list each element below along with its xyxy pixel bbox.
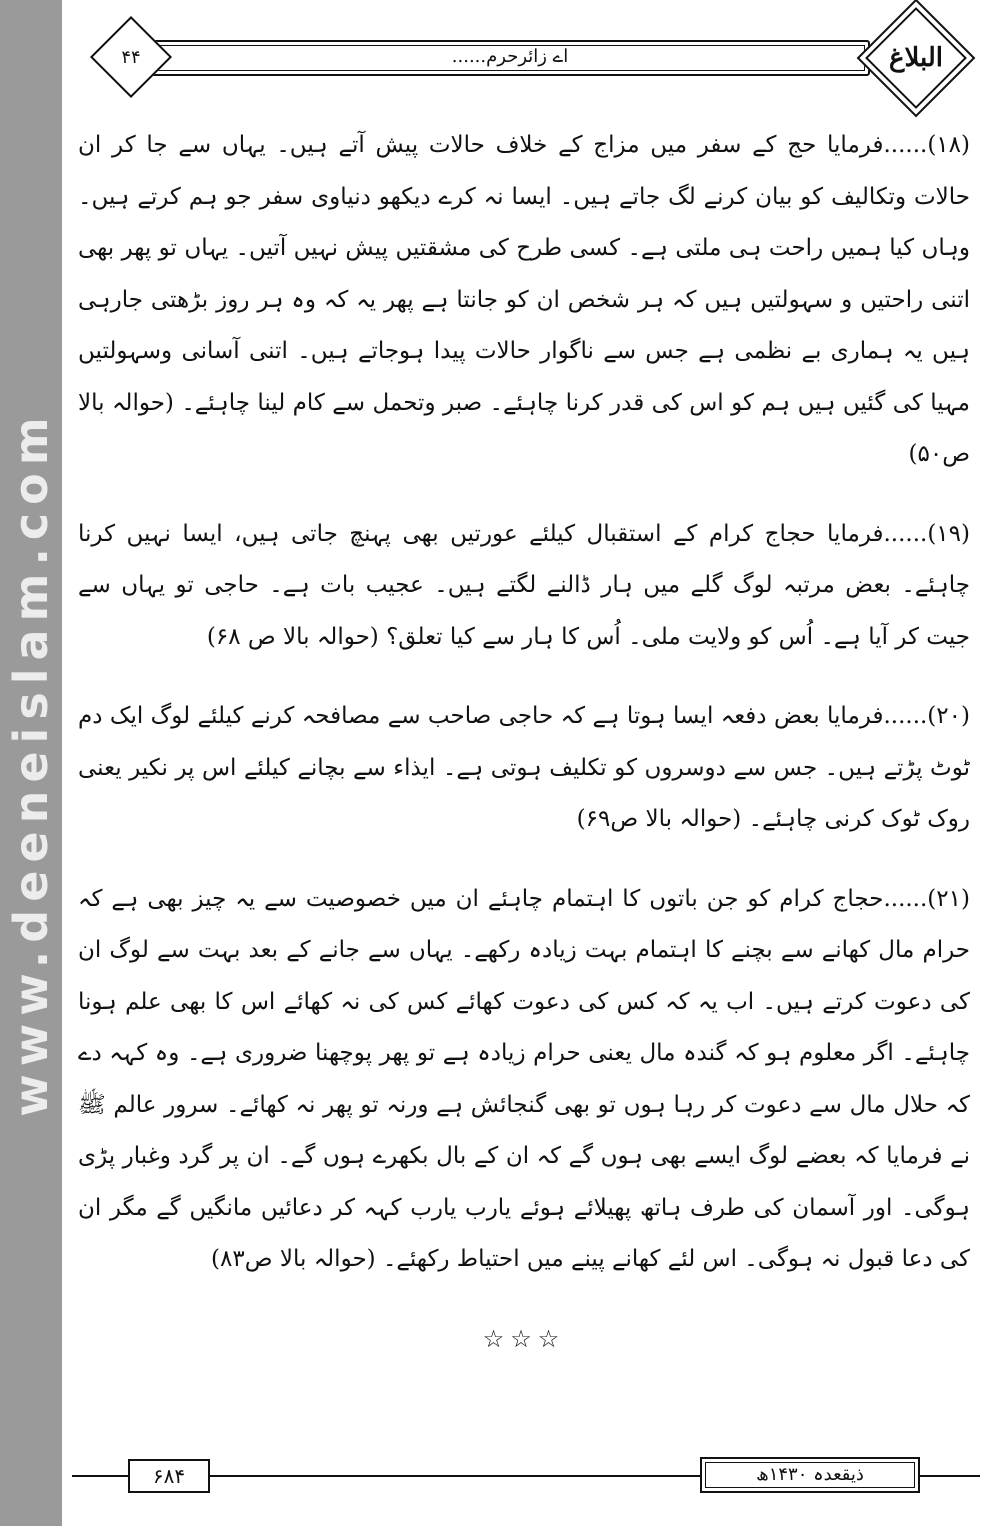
- magazine-logo-text: البلاغ: [888, 43, 944, 73]
- issue-number-badge: [90, 16, 172, 98]
- section-separator-stars: ☆☆☆: [482, 1324, 566, 1353]
- running-title: اے زائرحرم......: [451, 46, 569, 67]
- page-footer: [62, 1452, 990, 1502]
- magazine-logo: [857, 0, 976, 117]
- paragraph-text: (۱۸)......فرمایا حج کے سفر میں مزاج کے خلاف حالات پیش آتے ہیں۔ یہاں سے جا کر ان حالات وتکالیف کو بیان کرنے لگ جاتے ہیں۔ ایسا نہ کرے دیکھو دنیاوی سفر جو ہم کرتے ہیں۔ وہاں کیا ہمیں راحت ہی ملتی ہے۔ کسی طرح کی مشقتیں پیش نہیں آتیں۔ یہاں تو پھر بھی اتنی راحتیں و سہولتیں ہیں کہ ہر شخص ان کو جانتا ہے پھر یہ کہ وہ ہر روز بڑھتی جارہی ہیں یہ ہماری بے نظمی ہے جس سے ناگوار حالات پیدا ہوجاتے ہیں۔ اتنی آسانی وسہولتیں مہیا کی گئیں ہیں ہم کو اس کی قدر کرنا چاہئے۔ صبر وتحمل سے کام لینا چاہئے۔ (حوالہ بالا ص۵۰): [78, 132, 970, 467]
- paragraph-18: [78, 120, 970, 481]
- issue-date: ذیقعدہ ۱۴۳۰ھ: [700, 1457, 920, 1493]
- paragraph-19: [78, 509, 970, 664]
- article-body: [78, 120, 970, 1365]
- issue-number: ۴۴: [121, 46, 141, 68]
- header-title-bar: [150, 40, 870, 76]
- paragraph-text: (۲۰)......فرمایا بعض دفعہ ایسا ہوتا ہے کہ حاجی صاحب سے مصافحہ کرنے کیلئے لوگ ایک دم ٹوٹ پڑتے ہیں۔ جس سے دوسروں کو تکلیف ہوتی ہے۔ ایذاء سے بچانے کیلئے اس پر نکیر یعنی روک ٹوک کرنی چاہئے۔ (حوالہ بالا ص۶۹): [78, 703, 970, 832]
- paragraph-text: (۱۹)......فرمایا حجاج کرام کے استقبال کیلئے عورتیں بھی پہنچ جاتی ہیں، ایسا نہیں کرنا چاہئے۔ بعض مرتبہ لوگ گلے میں ہار ڈالنے لگتے ہیں۔ عجیب بات ہے۔ حاجی تو یہاں سے جیت کر آیا ہے۔ اُس کو ولایت ملی۔ اُس کا ہار سے کیا تعلق؟ (حوالہ بالا ص ۶۸): [78, 520, 970, 650]
- sidebar-watermark-strip: [0, 0, 62, 1526]
- page-number: ۶۸۴: [128, 1459, 210, 1493]
- page-header: [80, 10, 980, 102]
- website-watermark: www.deeneislam.com: [4, 409, 58, 1117]
- paragraph-20: [78, 691, 970, 846]
- page: [62, 0, 990, 1526]
- paragraph-21: [78, 874, 970, 1286]
- paragraph-text: (۲۱)......حجاج کرام کو جن باتوں کا اہتمام چاہئے ان میں خصوصیت سے یہ چیز بھی ہے کہ حرام مال کھانے سے بچنے کا اہتمام بہت زیادہ رکھے۔ یہاں سے جانے کے بعد بہت سے لوگ ان کی دعوت کرتے ہیں۔ اب یہ کہ کس کی دعوت کھائے کس کی نہ کھائے اس کا بھی علم ہونا چاہئے۔ اگر معلوم ہو کہ گندہ مال یعنی حرام زیادہ ہے تو پھر پوچھنا ضروری ہے۔ وہ کہہ دے کہ حلال مال سے دعوت کر رہا ہوں تو بھی گنجائش ہے ورنہ تو پھر نہ کھائے۔ سرور عالم ﷺ نے فرمایا کہ بعضے لوگ ایسے بھی ہوں گے کہ ان کے بال بکھرے ہوں گے۔ ان پر گرد وغبار پڑی ہوگی۔ اور آسمان کی طرف ہاتھ پھیلائے ہوئے یارب یارب کہہ کر دعائیں مانگیں گے مگر ان کی دعا قبول نہ ہوگی۔ اس لئے کھانے پینے میں احتیاط رکھئے۔ (حوالہ بالا ص۸۳): [78, 885, 970, 1272]
